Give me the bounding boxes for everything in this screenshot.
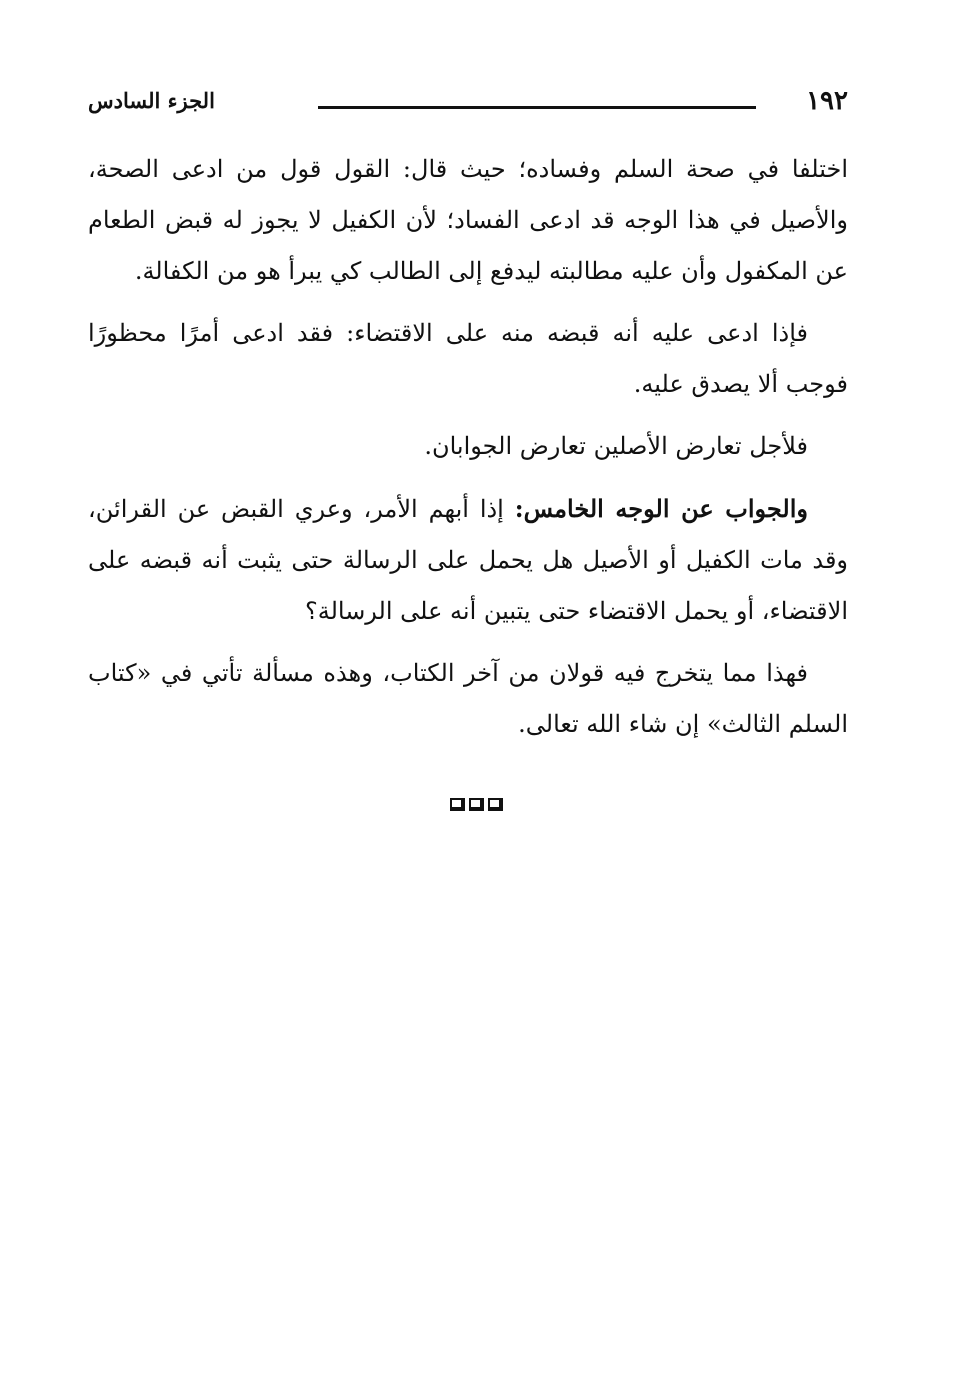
paragraph-5: فهذا مما يتخرج فيه قولان من آخر الكتاب، وهذه مسألة تأتي في «كتاب السلم الثالث» إن شاء الله تعالى. <box>88 659 848 738</box>
paragraph-2: فإذا ادعى عليه أنه قبضه منه على الاقتضاء: فقد ادعى أمرًا محظورًا فوجب ألا يصدق عليه. <box>88 319 848 398</box>
running-title: الجزء السادس <box>88 88 215 113</box>
body-text <box>88 144 848 761</box>
section-end-ornament <box>0 796 953 815</box>
paragraph-4 <box>88 483 848 637</box>
paragraph-4-text: إذا أبهم الأمر، وعري القبض عن القرائن، وقد مات الكفيل أو الأصيل هل يحمل على الرسالة حتى يثبت أنه قبضه على الاقتضاء، أو يحمل الاقتضاء حتى يتبين أنه على الرسالة؟ <box>88 495 848 625</box>
square-box-icon <box>450 798 465 811</box>
paragraph-1: اختلفا في صحة السلم وفساده؛ حيث قال: القول قول من ادعى الصحة، والأصيل في هذا الوجه قد ادعى الفساد؛ لأن الكفيل لا يجوز له قبض الطعام عن المكفول وأن عليه مطالبته ليدفع إلى الطالب كي يبرأ هو من الكفالة. <box>88 155 848 285</box>
header-rule <box>318 106 756 109</box>
square-box-icon <box>488 798 503 811</box>
page-number: ١٩٢ <box>806 86 848 116</box>
page-header <box>88 86 848 126</box>
paragraph-4-lead: والجواب عن الوجه الخامس: <box>514 494 808 523</box>
square-box-icon <box>469 798 484 811</box>
paragraph-3: فلأجل تعارض الأصلين تعارض الجوابان. <box>424 432 808 460</box>
